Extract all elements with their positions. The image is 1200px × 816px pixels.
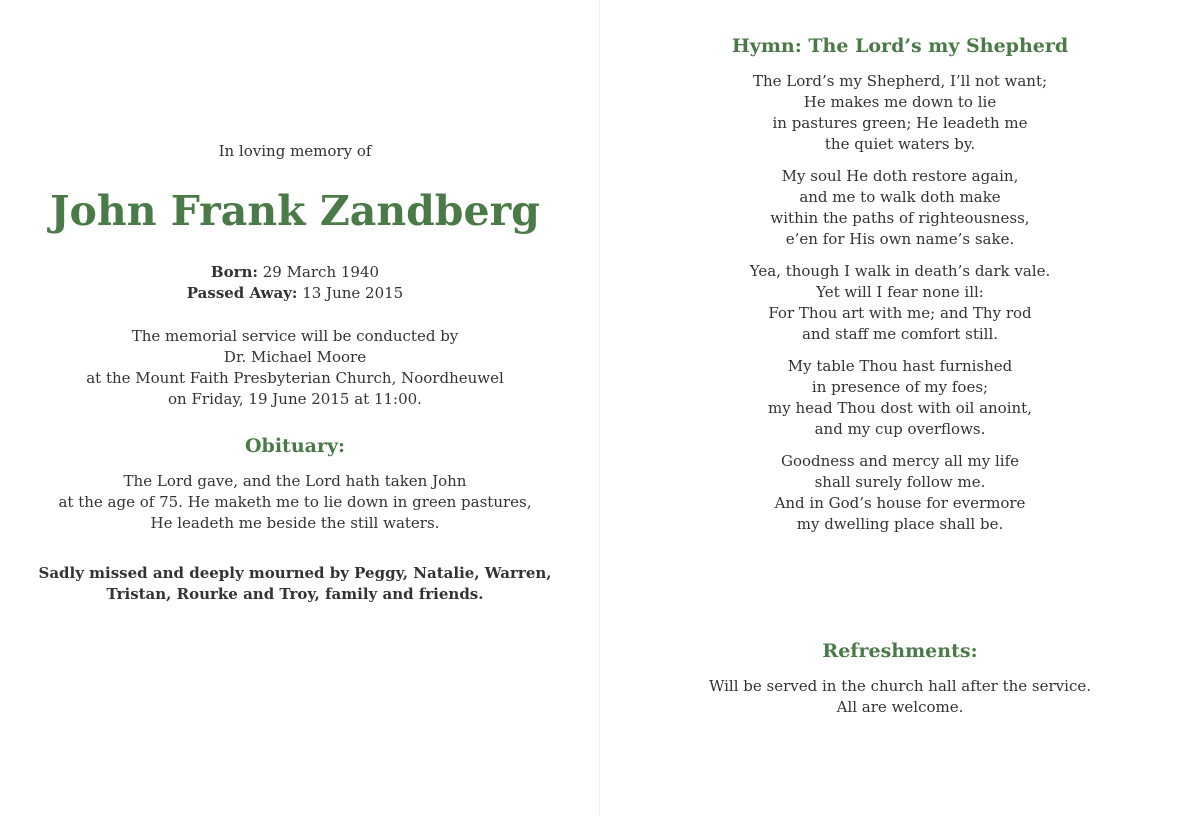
verse-line: For Thou art with me; and Thy rod	[768, 304, 1032, 322]
obituary-text	[0, 471, 590, 534]
verse-line: and staff me comfort still.	[801, 325, 999, 343]
verse-line: my dwelling place shall be.	[796, 515, 1004, 533]
service-line: at the Mount Faith Presbyterian Church, Noordheuwel	[86, 369, 504, 387]
hymn-verse	[600, 261, 1200, 345]
verse-line: shall surely follow me.	[814, 473, 986, 491]
service-line: Dr. Michael Moore	[223, 348, 367, 366]
passed-value: 13 June 2015	[297, 284, 404, 302]
verse-line: He makes me down to lie	[803, 93, 997, 111]
verse-line: in pastures green; He leadeth me	[772, 114, 1028, 132]
mourners-line: Sadly missed and deeply mourned by Peggy, Natalie, Warren,	[38, 564, 552, 582]
hymn-verses	[600, 71, 1200, 546]
born-value: 29 March 1940	[257, 263, 380, 281]
verse-line: Yea, though I walk in death’s dark vale.	[749, 262, 1051, 280]
obituary-line: The Lord gave, and the Lord hath taken John	[123, 472, 467, 490]
verse-line: and me to walk doth make	[799, 188, 1001, 206]
obituary-line: He leadeth me beside the still waters.	[150, 514, 440, 532]
service-line: The memorial service will be conducted by	[131, 327, 459, 345]
obituary-line: at the age of 75. He maketh me to lie down in green pastures,	[58, 493, 532, 511]
intro-line: In loving memory of	[218, 142, 372, 160]
verse-line: And in God’s house for evermore	[774, 494, 1026, 512]
verse-line: e’en for His own name’s sake.	[785, 230, 1015, 248]
hymn-verse	[600, 71, 1200, 155]
verse-line: my head Thou dost with oil anoint,	[768, 399, 1032, 417]
right-page	[600, 0, 1200, 816]
verse-line: Goodness and mercy all my life	[780, 452, 1020, 470]
intro-text	[0, 141, 590, 162]
dates-block	[0, 262, 590, 304]
service-details	[0, 326, 590, 410]
verse-line: and my cup overflows.	[814, 420, 986, 438]
verse-line: Yet will I fear none ill:	[816, 283, 984, 301]
passed-line	[0, 283, 590, 304]
hymn-verse	[600, 166, 1200, 250]
passed-label: Passed Away:	[186, 284, 298, 302]
verse-line: in presence of my foes;	[811, 378, 989, 396]
mourners-line: Tristan, Rourke and Troy, family and friends.	[106, 585, 484, 603]
refreshments-heading: Refreshments:	[822, 640, 978, 662]
obituary-heading: Obituary:	[244, 435, 346, 457]
deceased-name: John Frank Zandberg	[50, 187, 540, 235]
born-label: Born:	[210, 263, 258, 281]
service-line: on Friday, 19 June 2015 at 11:00.	[168, 390, 422, 408]
hymn-verse	[600, 451, 1200, 535]
refreshments-text	[600, 676, 1200, 718]
hymn-title: Hymn: The Lord’s my Shepherd	[731, 35, 1069, 57]
refreshments-line: Will be served in the church hall after the service.	[708, 677, 1091, 695]
verse-line: The Lord’s my Shepherd, I’ll not want;	[752, 72, 1048, 90]
verse-line: My soul He doth restore again,	[781, 167, 1019, 185]
verse-line: My table Thou hast furnished	[787, 357, 1013, 375]
hymn-verse	[600, 356, 1200, 440]
born-line	[0, 262, 590, 283]
refreshments-line: All are welcome.	[836, 698, 964, 716]
mourners-text	[0, 563, 590, 605]
verse-line: the quiet waters by.	[824, 135, 976, 153]
verse-line: within the paths of righteousness,	[770, 209, 1030, 227]
